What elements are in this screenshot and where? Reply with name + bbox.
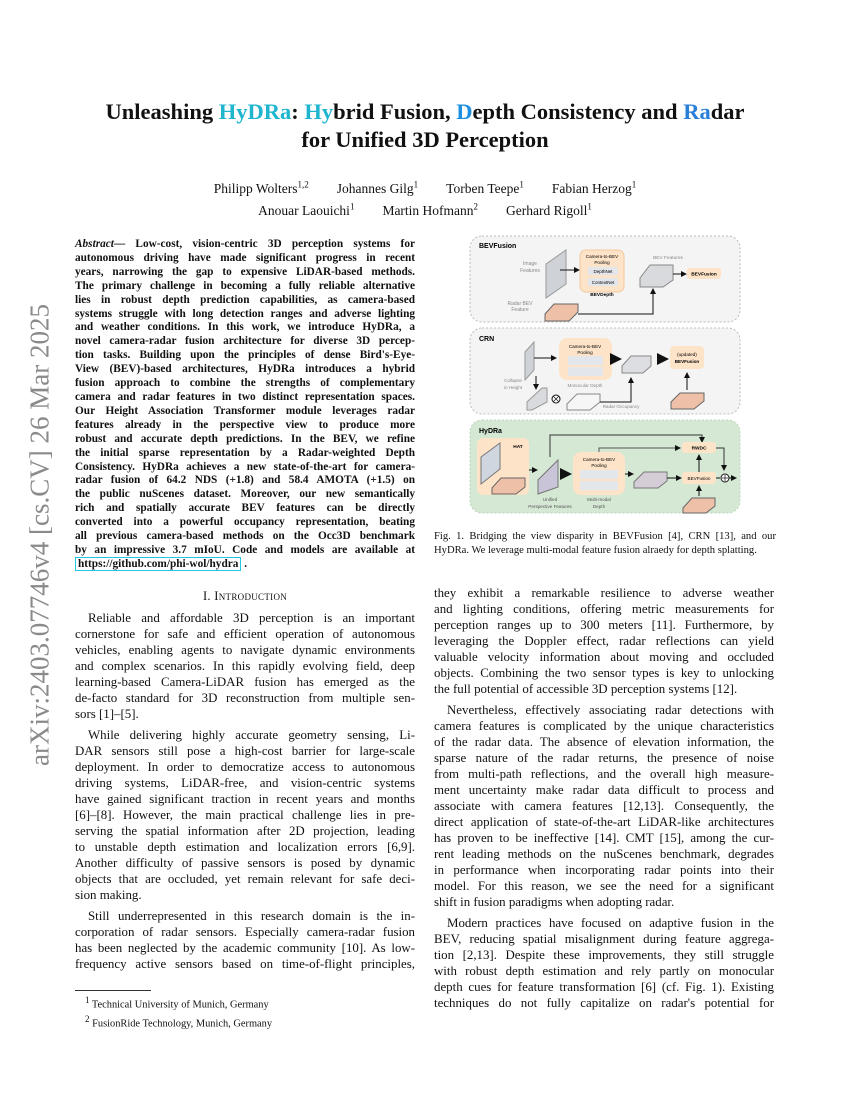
text-line: DAR sensors still pose a high-cost barrier for large-scale (75, 744, 415, 758)
abstract-text: Our Height Association Transformer module leverages radar (75, 404, 415, 417)
abstract-line (75, 335, 415, 349)
label: Image (523, 261, 537, 267)
section-number: I. (202, 589, 211, 603)
author-name: Gerhard Rigoll (506, 203, 588, 218)
title-text: epth Consistency and (472, 99, 684, 124)
abstract-text: lies in robust depth prediction capabilities, as camera-based (75, 293, 415, 306)
label: BEVDepth (590, 293, 614, 298)
label: Radar Occupancy (602, 404, 640, 409)
label: Perspective Features (528, 504, 572, 509)
author-name: Torben Teepe (446, 180, 520, 196)
footnote-mark: 2 (85, 1014, 90, 1025)
text-line: frequency active sensors based on time-of-flight principles, (75, 957, 415, 971)
text-line: the full potential of accessible 3D perception systems [12]. (434, 682, 738, 696)
footnote-text: Technical University of Munich, Germany (91, 999, 269, 1011)
label: DepthNet (593, 269, 613, 274)
title-line-2: for Unified 3D Perception (301, 127, 549, 152)
text-line: in performance when incorporating radar points into their (434, 863, 774, 877)
label: RWDC (691, 446, 707, 452)
abstract-text: camera and radar features in two distinct representation spaces. (75, 390, 415, 403)
section-title: Introduction (214, 589, 288, 603)
text-line: cornerstone for safe and efficient operation of autonomous (75, 627, 415, 641)
intro-right-column (434, 585, 774, 1011)
text-line: they exhibit a remarkable resilience to adverse weather (434, 586, 774, 600)
label: BEVFusion (691, 272, 717, 278)
abstract-text: the public nuScenes dataset. Moreover, our new semantically (75, 488, 415, 501)
abstract-line (75, 308, 415, 322)
panel-title: BEVFusion (479, 243, 517, 250)
author-name: Fabian Herzog (551, 180, 632, 196)
abstract-text: Consistency. HyDRa achieves a new state-of-the-art for camera- (75, 460, 415, 473)
label: Radar BEV (507, 301, 533, 307)
abstract-label: Abstract (75, 238, 114, 250)
abstract-line (75, 266, 415, 280)
abstract-line (75, 502, 415, 516)
intro-left-column (75, 610, 415, 972)
author-name: Martin Hofmann (382, 203, 474, 218)
caption-line: Fig. 1. Bridging the view disparity in BEVFusion [4], CRN [13], and our (434, 531, 776, 542)
abstract-text: and weather conditions. In this work, we introduce HyDRa, a (75, 321, 415, 334)
author-affiliation: 1 (519, 179, 524, 189)
text-line: Still underrepresented in this research domain is the in- (88, 909, 415, 923)
author (552, 181, 636, 196)
code-link[interactable]: https://github.com/phi-wol/hydra (75, 557, 241, 571)
text-line: with robust depth estimation and rely partly on monocular (434, 964, 774, 978)
author-row (0, 175, 850, 198)
abstract-line (75, 530, 415, 544)
text-line: and lighting conditions, offering metric measurements for (434, 602, 774, 616)
text-line: and complex scenarios. In this rapidly evolving field, deep (75, 659, 415, 673)
author (506, 203, 592, 218)
abstract-text: fusion approach to combine the strengths of complementary (75, 377, 415, 390)
text-line: Nevertheless, effectively associating radar detections with (447, 703, 774, 717)
abstract-text: rich and spatially accurate BEV features can be directly (75, 502, 415, 515)
text-line: sors [1]–[5]. (75, 707, 139, 721)
text-line: rent leading methods on the nuScenes benchmark, degrades (434, 847, 774, 861)
figure-caption (434, 530, 776, 558)
text-line: techniques do not fully capitalize on radar's potential for (434, 996, 774, 1010)
label: Depth (592, 504, 606, 509)
abstract-text: converted into a powerful occupancy representation, beating (75, 516, 415, 529)
abstract-line (75, 474, 415, 488)
label: BEVFusion (674, 359, 700, 364)
footnote (85, 993, 272, 1012)
label: Collapse (504, 378, 522, 383)
label: Features (520, 268, 540, 274)
abstract-line (75, 363, 415, 377)
text-line: vehicles, enabling agents to navigate dynamic environments (75, 643, 415, 657)
text-line: have gained significant traction in recent years and months (75, 792, 415, 806)
text-line: of the radar data. The absence of elevation information, the (434, 735, 774, 749)
abstract-line (75, 377, 415, 391)
abstract-text: radar fusion of 64.2 NDS (+1.8) and 58.4 AMOTA (+1.5) on (75, 474, 415, 487)
author (337, 181, 418, 196)
text-line: objects. Combining the two sensor types is key to unlocking (434, 666, 774, 680)
text-line: shift in fusion paradigms when adopting radar. (434, 895, 675, 909)
text-line: objects that are occluded, yet remain relevant for safe deci- (75, 872, 415, 886)
text-line: While delivering highly accurate geometry sensing, Li- (88, 728, 415, 742)
text-line: [6]–[8]. However, the main practical challenge lies in pre- (75, 808, 415, 822)
author-name: Johannes Gilg (336, 180, 414, 196)
abstract (75, 238, 415, 572)
text-line: leveraging the Doppler effect, radar reflections can yield (434, 634, 774, 648)
abstract-line (75, 405, 415, 419)
label: Camera-to-BEV (585, 254, 619, 259)
text-line: has been neglected by the academic community [10]. As low- (75, 941, 415, 955)
abstract-line (75, 238, 415, 252)
text-line: tion [2,13]. Despite these improvements, they still struggle (434, 948, 774, 962)
bevfusion-panel (470, 236, 740, 322)
title-text: brid Fusion, (333, 99, 457, 124)
author (446, 181, 524, 196)
abstract-text: the initial sparse representation by a Radar-weighted Depth (75, 446, 415, 459)
abstract-line (75, 252, 415, 266)
author-name: Philipp Wolters (213, 180, 298, 196)
panel-title: HyDRa (479, 428, 502, 435)
caption-line: HyDRa. We leverage multi-modal feature fusion alraedy for depth splatting. (434, 545, 757, 556)
title-d: D (456, 99, 473, 124)
author (214, 181, 309, 196)
abstract-text: by an impressive 3.7 mIoU. Code and models are available at (75, 543, 415, 556)
panel-title: CRN (479, 336, 495, 343)
abstract-text: robust and accurate depth predictions. In the BEV, we refine (75, 432, 415, 445)
abstract-text: features already in the perspective view to produce more (75, 418, 415, 431)
label: Pooling (577, 350, 593, 355)
label: (updated) (677, 352, 697, 357)
abstract-line (75, 280, 415, 294)
author-affiliation: 1 (587, 201, 592, 212)
text-line: Another difficulty of passive sensors is posed by dynamic (75, 856, 415, 870)
footnote-text: FusionRide Technology, Munich, Germany (92, 1018, 273, 1030)
abstract-text: years, narrowing the gap to expensive LiDAR-based methods. (75, 265, 415, 278)
text-line: serving the spatial information after 2D projection, leading (75, 824, 415, 838)
label: BEV Features (653, 256, 683, 261)
abstract-line (75, 391, 415, 405)
section-heading (75, 589, 415, 604)
text-line: to unstable depth estimation and localization errors [6,9]. (75, 840, 415, 854)
abstract-line (75, 433, 415, 447)
arxiv-stamp: arXiv:2403.07746v4 [cs.CV] 26 Mar 2025 (24, 304, 55, 766)
abstract-text: — Low-cost, vision-centric 3D perception systems for (113, 238, 415, 250)
text-line: Reliable and affordable 3D perception is an important (88, 611, 415, 625)
label: Unified (542, 497, 558, 502)
author-affiliation: 2 (473, 201, 479, 212)
abstract-line (75, 558, 415, 572)
abstract-line (75, 321, 415, 335)
author-row (0, 198, 850, 221)
label: BEVFusion (687, 476, 711, 481)
text-line: learning-based Camera-LiDAR fusion has emerged as the (75, 675, 415, 689)
abstract-text: autonomous driving have made significant progress in recent (75, 251, 415, 264)
text-line: model. For this reason, we see the need for a significant (434, 879, 774, 893)
hydra-panel (470, 420, 740, 513)
abstract-line (75, 419, 415, 433)
crn-panel (470, 328, 740, 414)
text-line: corporation of radar sensors. Especially camera-radar fusion (75, 925, 415, 939)
text-line: depth cues for feature transformation [6] (cf. Fig. 1). Existing (434, 980, 774, 994)
text-line: has proven to be ineffective [14]. CMT [15], among the cur- (434, 831, 774, 845)
title-hy: Hy (304, 99, 334, 124)
label: in Height (503, 385, 523, 390)
text-line: perception ranges up to 300 meters [11]. Furthermore, by (434, 618, 774, 632)
text-line: deployment. In order to democratize access to autonomous (75, 760, 415, 774)
abstract-text: View (BEV)-based architectures, HyDRa introduces a hybrid (75, 363, 415, 376)
text-line: BEV, reducing spatial misalignment during feature aggrega- (434, 932, 774, 946)
author-affiliation: 1 (631, 179, 637, 189)
abstract-line (75, 447, 415, 461)
footnote-mark: 1 (85, 995, 90, 1005)
author-affiliation: 1 (349, 201, 355, 212)
footnote (85, 1012, 272, 1031)
title-hydra: HyDRa (218, 99, 292, 124)
abstract-line (75, 461, 415, 475)
author-name: Anouar Laouichi (258, 203, 350, 218)
text-line: associate with camera features [12,13]. Consequently, the (434, 799, 774, 813)
text-line: sion making. (75, 888, 142, 902)
text-line: sparse nature of the radar returns, the presence of noise (434, 751, 774, 765)
abstract-text: systems struggle with long detection ranges and adverse lighting (75, 307, 415, 320)
text-line: camera features is complicated by the unique characteristics (434, 719, 774, 733)
text-line: ment uncertainty make radar data difficult to process and (434, 783, 774, 797)
author-list (0, 175, 850, 220)
author (258, 203, 354, 218)
abstract-text: The primary challenge in becoming a fully reliable alternative (75, 279, 415, 292)
abstract-text: all previous camera-based methods on the Occ3D benchmark (75, 530, 415, 543)
author-affiliation: 1 (413, 179, 419, 189)
abstract-text: tion tasks. Building upon the principles of dense Bird's-Eye- (75, 349, 415, 362)
label: Camera-to-BEV (582, 457, 616, 462)
abstract-line (75, 544, 415, 558)
abstract-line (75, 294, 415, 308)
abstract-line (75, 488, 415, 502)
label: HAT (513, 445, 523, 450)
author (382, 203, 478, 218)
label: Camera-to-BEV (568, 344, 602, 349)
text-line: driving systems, LiDAR-free, and vision-centric systems (75, 776, 415, 790)
abstract-line (75, 516, 415, 530)
title-line-1 (0, 98, 850, 126)
title-ra: Ra (683, 99, 711, 124)
link-suffix: . (241, 557, 248, 570)
label: Multi-modal (587, 497, 611, 502)
label: Feature (511, 307, 529, 313)
title-text: : (291, 99, 305, 124)
title-text: dar (710, 99, 745, 124)
figure-1-diagram (468, 232, 830, 517)
label: Monocular Depth (567, 383, 603, 388)
text-line: Modern practices have focused on adaptive fusion in the (447, 916, 774, 930)
author-affiliation: 1,2 (297, 179, 309, 189)
footnote-rule (75, 990, 151, 991)
text-line: valuable velocity information about moving and occluded (434, 650, 774, 664)
text-line: from multi-path reflections, and the overall high measure- (434, 767, 774, 781)
abstract-text: novel camera-radar fusion architecture for diverse 3D percep- (75, 335, 415, 348)
label: Pooling (594, 260, 610, 265)
label: Pooling (591, 463, 607, 468)
label: ContextNet (591, 280, 615, 285)
paper-title (0, 98, 850, 154)
footnotes (85, 993, 272, 1032)
abstract-line (75, 349, 415, 363)
text-line: direct application of state-of-the-art LiDAR-like architectures (434, 815, 774, 829)
text-line: de-facto standard for 3D reconstruction from multiple sen- (75, 691, 415, 705)
title-text: Unleashing (105, 99, 219, 124)
